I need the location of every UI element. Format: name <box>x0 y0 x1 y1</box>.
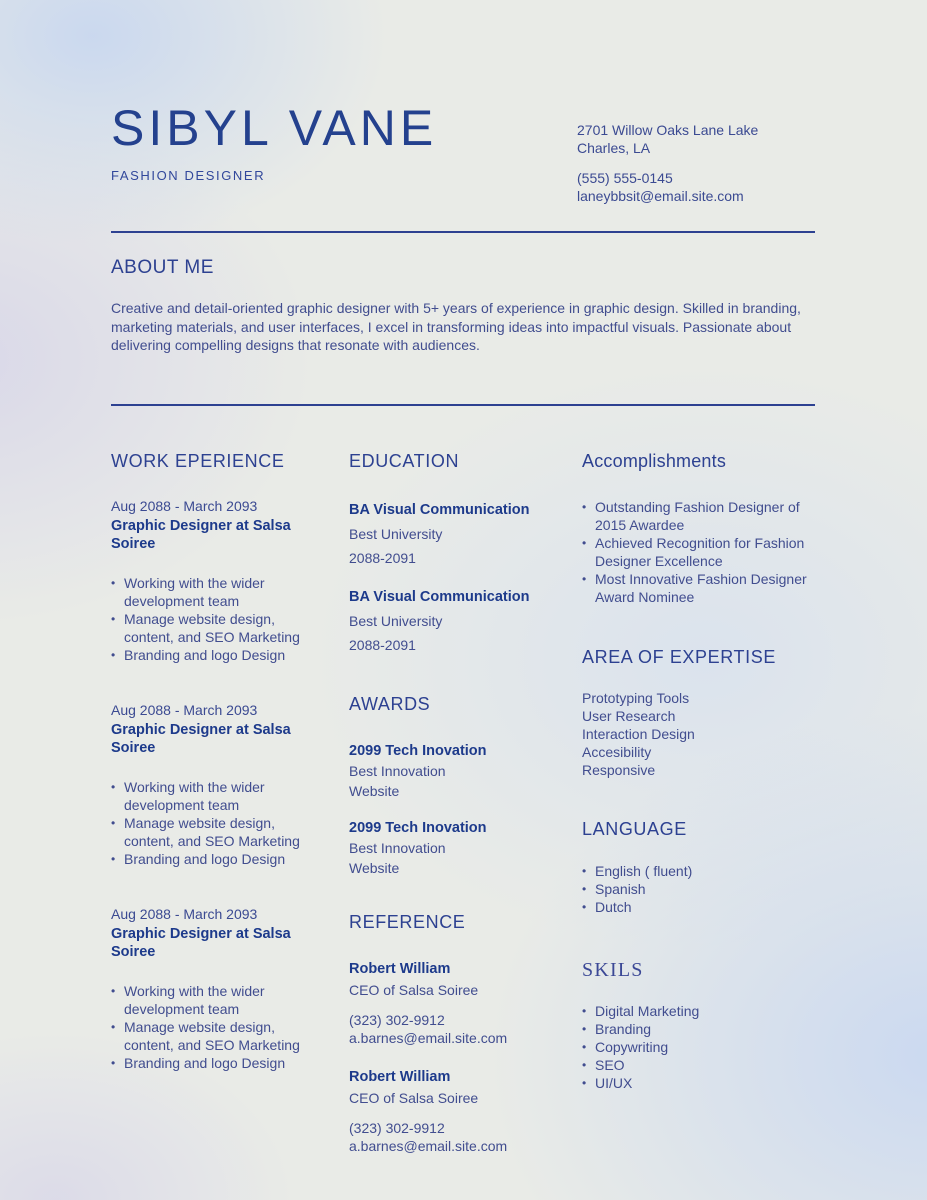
language-item: • Spanish <box>582 880 815 898</box>
work-bullet: • Manage website design, content, and SEO Marketing <box>111 814 323 850</box>
resume-content <box>111 0 815 1175</box>
contact-email: laneybbsit@email.site.com <box>577 188 744 204</box>
award-line: Website <box>349 782 400 799</box>
work-entry-date: Aug 2088 - March 2093 <box>111 701 258 718</box>
person-name: SIBYL VANE <box>111 100 438 156</box>
award-entry <box>349 818 555 878</box>
about-section <box>111 257 815 355</box>
contact-address-line2: Charles, LA <box>577 140 651 156</box>
education-heading: EDUCATION <box>349 450 460 471</box>
work-bullet: • Working with the wider development team <box>111 574 323 610</box>
skills-heading: SKILS <box>582 958 644 981</box>
award-line: Website <box>349 859 400 876</box>
language-item: • English ( fluent) <box>582 862 815 880</box>
education-years: 2088-2091 <box>349 636 416 653</box>
work-bullet: • Manage website design, content, and SEO Marketing <box>111 610 323 646</box>
work-entry-date: Aug 2088 - March 2093 <box>111 905 258 922</box>
reference-heading: REFERENCE <box>349 911 466 932</box>
education-school: Best University <box>349 525 443 542</box>
work-entry-title: Graphic Designer at Salsa Soiree <box>111 517 291 552</box>
expertise-item: Accesibility <box>582 743 652 760</box>
work-bullet: • Branding and logo Design <box>111 850 323 868</box>
about-heading: ABOUT ME <box>111 257 214 278</box>
work-bullet: • Working with the wider development team <box>111 982 323 1018</box>
work-column <box>111 451 323 1175</box>
work-entry <box>111 702 323 868</box>
education-entry <box>349 585 555 657</box>
contact-address-line1: 2701 Willow Oaks Lane Lake <box>577 122 759 138</box>
accomplishment-item: • Most Innovative Fashion Designer Award Nominee <box>582 570 815 606</box>
columns <box>111 451 815 1175</box>
accomplishments-list <box>582 498 815 606</box>
middle-column <box>349 451 555 1175</box>
reference-role: CEO of Salsa Soiree <box>349 981 479 998</box>
work-entry-title: Graphic Designer at Salsa Soiree <box>111 721 291 756</box>
divider-middle <box>111 404 815 406</box>
work-bullet: • Branding and logo Design <box>111 1054 323 1072</box>
awards-heading: AWARDS <box>349 693 431 714</box>
education-degree: BA Visual Communication <box>349 588 530 605</box>
expertise-item: Interaction Design <box>582 725 695 742</box>
skill-item: • UI/UX <box>582 1074 815 1092</box>
reference-name: Robert William <box>349 1068 451 1085</box>
education-years: 2088-2091 <box>349 549 416 566</box>
reference-name: Robert William <box>349 960 451 977</box>
work-bullet: • Manage website design, content, and SEO Marketing <box>111 1018 323 1054</box>
reference-entry <box>349 1067 555 1155</box>
work-entry-bullets <box>111 574 323 664</box>
work-entry-date: Aug 2088 - March 2093 <box>111 497 258 514</box>
expertise-item: User Research <box>582 707 676 724</box>
reference-role: CEO of Salsa Soiree <box>349 1089 479 1106</box>
award-line: Best Innovation <box>349 839 446 856</box>
right-column <box>582 451 815 1175</box>
award-line: Best Innovation <box>349 762 446 779</box>
reference-email: a.barnes@email.site.com <box>349 1029 508 1046</box>
work-entry-bullets <box>111 778 323 868</box>
skill-item: • Digital Marketing <box>582 1002 815 1020</box>
skill-item: • Branding <box>582 1020 815 1038</box>
award-entry <box>349 741 555 801</box>
accomplishment-item: • Achieved Recognition for Fashion Designer Excellence <box>582 534 815 570</box>
work-entry <box>111 906 323 1072</box>
reference-phone: (323) 302-9912 <box>349 1011 445 1028</box>
reference-phone: (323) 302-9912 <box>349 1119 445 1136</box>
skill-item: • SEO <box>582 1056 815 1074</box>
work-bullet: • Branding and logo Design <box>111 646 323 664</box>
reference-email: a.barnes@email.site.com <box>349 1137 508 1154</box>
skills-list <box>582 1002 815 1092</box>
accomplishments-heading: Accomplishments <box>582 450 727 471</box>
language-heading: LANGUAGE <box>582 818 687 839</box>
accomplishment-item: • Outstanding Fashion Designer of 2015 Awardee <box>582 498 815 534</box>
award-name: 2099 Tech Inovation <box>349 819 487 836</box>
work-heading: WORK EPERIENCE <box>111 450 285 471</box>
work-entry-title: Graphic Designer at Salsa Soiree <box>111 925 291 960</box>
reference-entry <box>349 959 555 1047</box>
contact-block <box>577 121 815 205</box>
work-entry-bullets <box>111 982 323 1072</box>
skill-item: • Copywriting <box>582 1038 815 1056</box>
work-bullet: • Working with the wider development team <box>111 778 323 814</box>
contact-phone: (555) 555-0145 <box>577 170 673 186</box>
expertise-heading: AREA OF EXPERTISE <box>582 646 776 667</box>
identity-block <box>111 100 438 183</box>
expertise-item: Responsive <box>582 761 656 778</box>
contact-address <box>577 121 815 157</box>
language-list <box>582 862 815 916</box>
award-name: 2099 Tech Inovation <box>349 742 487 759</box>
person-role: FASHION DESIGNER <box>111 168 266 183</box>
expertise-item: Prototyping Tools <box>582 689 690 706</box>
language-item: • Dutch <box>582 898 815 916</box>
education-school: Best University <box>349 612 443 629</box>
header <box>111 100 815 205</box>
work-entry <box>111 498 323 664</box>
education-degree: BA Visual Communication <box>349 501 530 518</box>
contact-phone-email <box>577 169 815 205</box>
about-text: Creative and detail-oriented graphic designer with 5+ years of experience in graphic design. Skilled in branding, marketing materials, and user interfaces, I excel in transforming ideas into impactful visuals. Passionate about delivering compelling designs that resonate with audiences. <box>111 300 801 353</box>
education-entry <box>349 498 555 570</box>
expertise-list <box>582 689 815 779</box>
divider-top <box>111 231 815 233</box>
